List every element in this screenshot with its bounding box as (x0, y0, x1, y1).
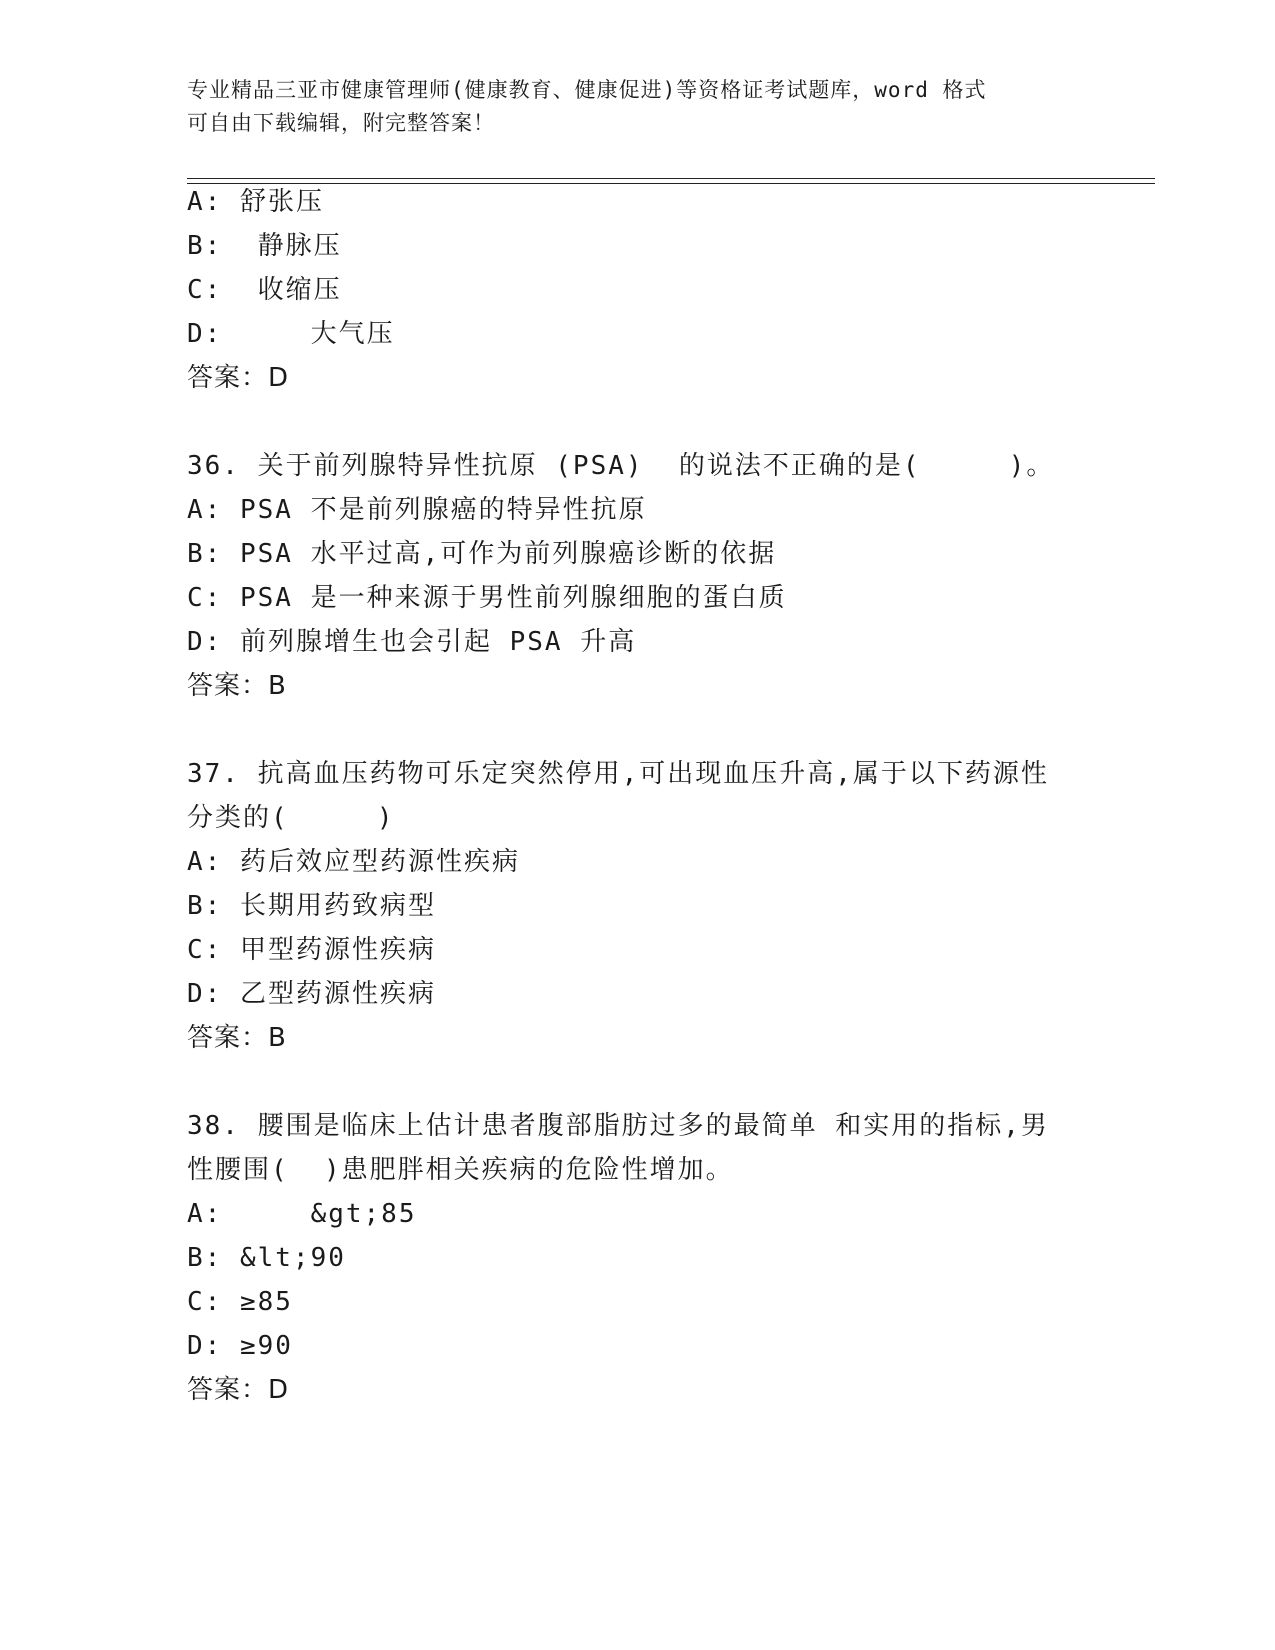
q37-stem-line-2: 分类的( ) (187, 803, 395, 833)
q37-option-a: A: 药后效应型药源性疾病 (187, 847, 520, 877)
q38-stem-line-1: 38. 腰围是临床上估计患者腹部脂肪过多的最简单 和实用的指标,男 (187, 1111, 1049, 1141)
header-divider-top (187, 178, 1155, 179)
q37-stem-line-1: 37. 抗高血压药物可乐定突然停用,可出现血压升高,属于以下药源性 (187, 759, 1049, 789)
q37-option-b: B: 长期用药致病型 (187, 891, 436, 921)
q35-answer: 答案：D (187, 363, 290, 393)
q36-answer: 答案：B (187, 671, 287, 701)
q35-option-d: D: 大气压 (187, 319, 395, 349)
q35-option-c: C: 收缩压 (187, 275, 342, 305)
header-line-1: 专业精品三亚市健康管理师(健康教育、健康促进)等资格证考试题库，word 格式 (187, 78, 987, 102)
q37-answer: 答案：B (187, 1023, 287, 1053)
q38-option-c: C: ≥85 (187, 1287, 293, 1317)
q35-option-b: B: 静脉压 (187, 231, 342, 261)
q36-option-d: D: 前列腺增生也会引起 PSA 升高 (187, 627, 637, 657)
q38-answer: 答案：D (187, 1375, 290, 1405)
q36-option-a: A: PSA 不是前列腺癌的特异性抗原 (187, 495, 647, 525)
q38-option-d: D: ≥90 (187, 1331, 293, 1361)
header-line-2: 可自由下载编辑，附完整答案！ (187, 111, 495, 135)
document-header (187, 74, 1087, 140)
q37-option-d: D: 乙型药源性疾病 (187, 979, 436, 1009)
q36-stem: 36. 关于前列腺特异性抗原 (PSA) 的说法不正确的是( )。 (187, 451, 1055, 481)
q38-stem-line-2: 性腰围( )患肥胖相关疾病的危险性增加。 (187, 1155, 734, 1185)
q38-option-b: B: &lt;90 (187, 1243, 346, 1273)
q36-option-b: B: PSA 水平过高,可作为前列腺癌诊断的依据 (187, 539, 777, 569)
q37-option-c: C: 甲型药源性疾病 (187, 935, 436, 965)
header-divider-bottom (187, 183, 1155, 184)
q35-option-a: A: 舒张压 (187, 187, 324, 217)
q38-option-a: A: &gt;85 (187, 1199, 417, 1229)
q36-option-c: C: PSA 是一种来源于男性前列腺细胞的蛋白质 (187, 583, 787, 613)
